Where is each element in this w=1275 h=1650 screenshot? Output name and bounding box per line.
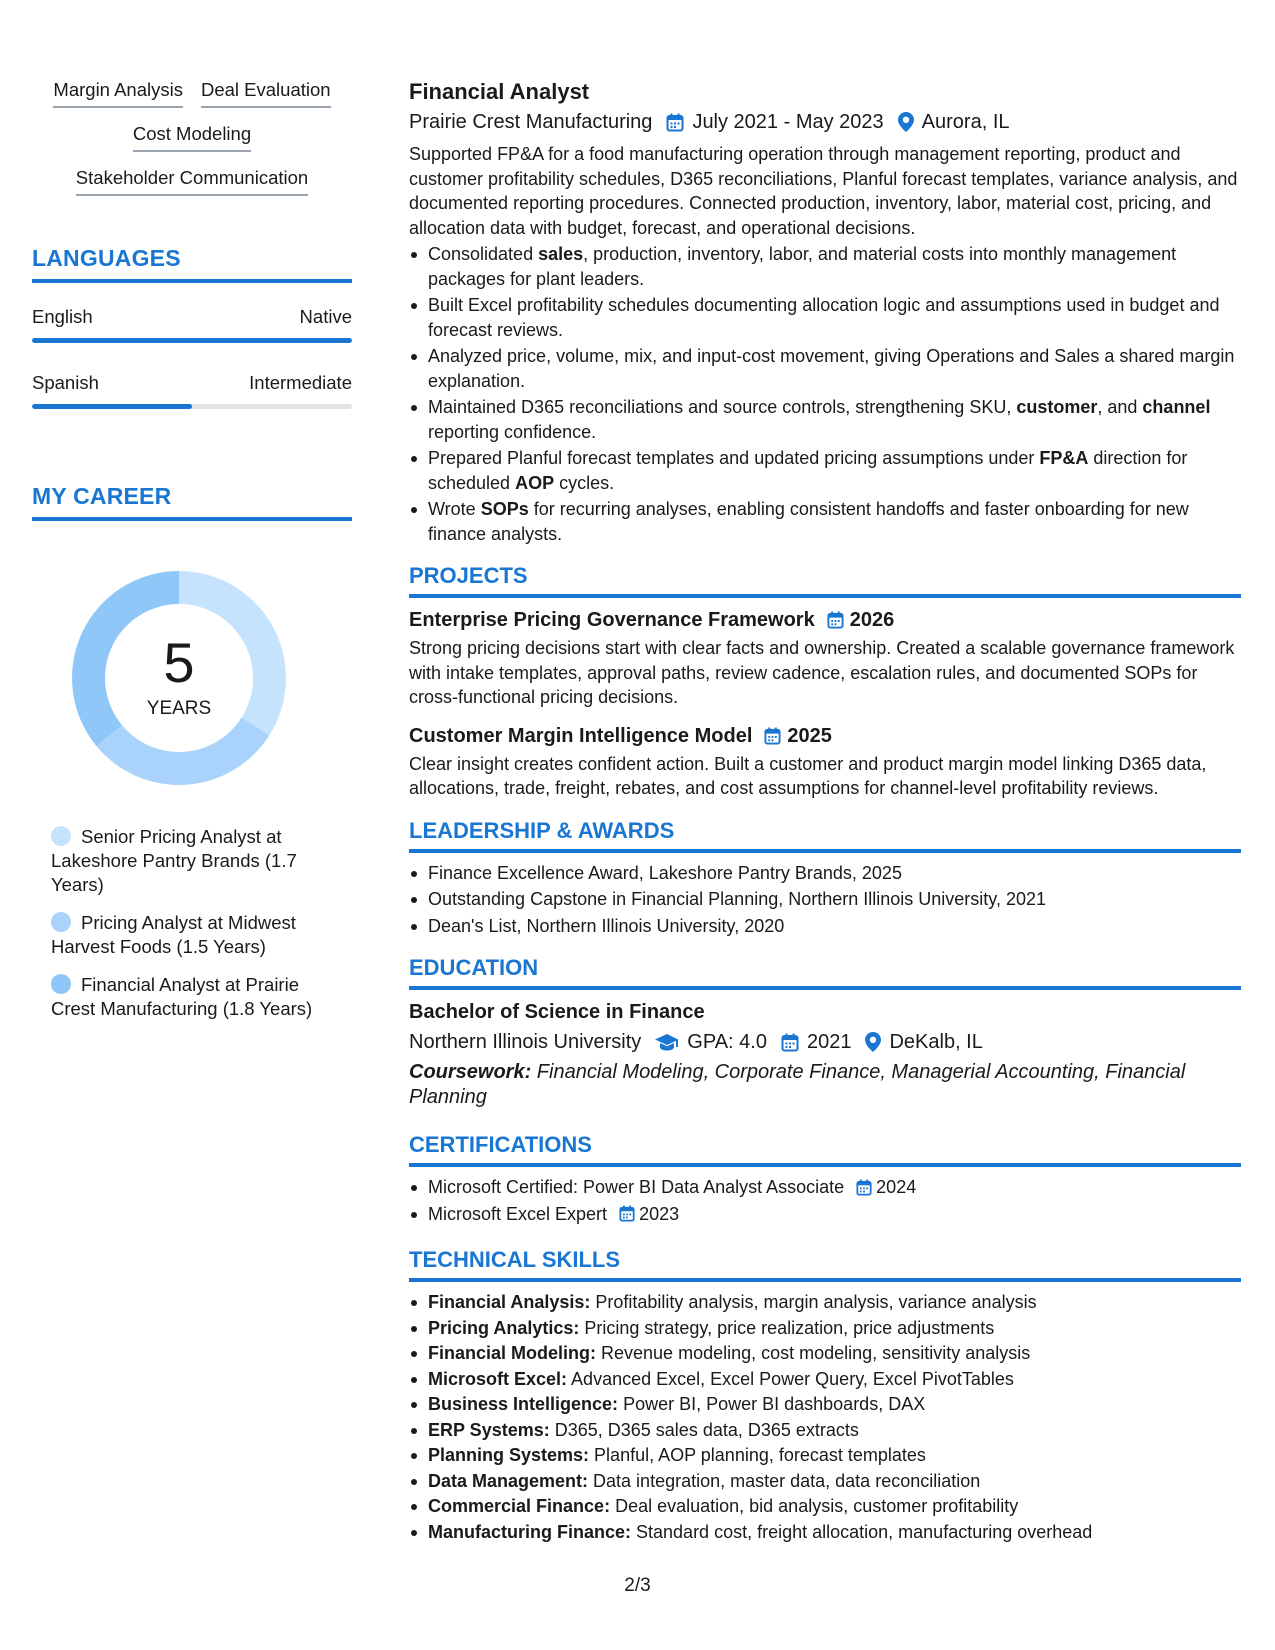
skill-tag: Cost Modeling bbox=[133, 122, 251, 152]
language-bar bbox=[32, 338, 352, 343]
certification-name: Microsoft Excel Expert bbox=[428, 1203, 608, 1224]
career-total-unit: YEARS bbox=[146, 698, 212, 719]
section-divider bbox=[32, 279, 352, 283]
degree-title: Bachelor of Science in Finance bbox=[409, 1001, 705, 1023]
list-item: Finance Excellence Award, Lakeshore Pantry Brands, 2025 bbox=[409, 861, 1241, 886]
skill-tag: Stakeholder Communication bbox=[76, 166, 308, 196]
graduation-cap-icon bbox=[655, 1033, 679, 1051]
career-donut-chart bbox=[64, 563, 294, 793]
donut-segment-2 bbox=[97, 718, 270, 785]
awards-list bbox=[409, 861, 1241, 939]
job-title: Financial Analyst bbox=[409, 79, 590, 104]
graduation-year: 2021 bbox=[806, 1031, 852, 1053]
section-title: EDUCATION bbox=[409, 955, 539, 980]
language-level: Intermediate bbox=[249, 372, 352, 393]
calendar-icon bbox=[619, 1205, 635, 1222]
calendar-icon bbox=[781, 1033, 799, 1052]
list-item: ERP Systems: D365, D365 sales data, D365 extracts bbox=[409, 1418, 1241, 1443]
section-divider bbox=[32, 517, 352, 521]
calendar-icon bbox=[856, 1179, 872, 1196]
career-title: MY CAREER bbox=[32, 483, 172, 509]
section-title: LEADERSHIP & AWARDS bbox=[409, 817, 675, 843]
list-item bbox=[409, 1202, 1241, 1227]
school-name: Northern Illinois University bbox=[409, 1031, 642, 1053]
technical-skills-section bbox=[409, 1246, 1241, 1544]
list-item: Data Management: Data integration, master data, data reconciliation bbox=[409, 1469, 1241, 1494]
list-item: Dean's List, Northern Illinois University, 2020 bbox=[409, 914, 1241, 939]
location-pin-icon bbox=[865, 1032, 881, 1052]
list-item: Business Intelligence: Power BI, Power BI dashboards, DAX bbox=[409, 1392, 1241, 1417]
education-section bbox=[409, 954, 1241, 1109]
section-title: TECHNICAL SKILLS bbox=[409, 1247, 621, 1272]
list-item: Commercial Finance: Deal evaluation, bid analysis, customer profitability bbox=[409, 1494, 1241, 1519]
coursework-label: Coursework: bbox=[409, 1061, 532, 1083]
location-pin-icon bbox=[898, 112, 914, 132]
list-item: Analyzed price, volume, mix, and input-cost movement, giving Operations and Sales a shared margin explanation. bbox=[409, 344, 1241, 393]
sidebar bbox=[32, 78, 352, 1035]
project-name: Enterprise Pricing Governance Framework bbox=[409, 609, 815, 631]
section-title: CERTIFICATIONS bbox=[409, 1132, 592, 1157]
legend-dot-icon bbox=[51, 826, 71, 846]
certifications-section bbox=[409, 1131, 1241, 1226]
language-bar bbox=[32, 404, 352, 409]
section-divider bbox=[409, 986, 1241, 990]
list-item: Wrote SOPs for recurring analyses, enabling consistent handoffs and faster onboarding for new finance analysts. bbox=[409, 497, 1241, 546]
calendar-icon bbox=[764, 727, 781, 745]
list-item bbox=[409, 1175, 1241, 1200]
certifications-list bbox=[409, 1175, 1241, 1226]
experience-entry bbox=[409, 78, 1241, 546]
legend-label: Financial Analyst at Prairie Crest Manufacturing (1.8 Years) bbox=[51, 974, 313, 1019]
project-item bbox=[409, 722, 1241, 801]
job-summary: Supported FP&A for a food manufacturing operation through management reporting, product and customer profitability schedules, D365 reconciliations, Planful forecast templates, variance analysis, and documented reporting procedures. Connected production, inventory, labor, material cost, pricing, and allocation data with budget, forecast, and operational decisions. bbox=[409, 144, 1238, 238]
list-item: Manufacturing Finance: Standard cost, freight allocation, manufacturing overhead bbox=[409, 1520, 1241, 1545]
gpa: GPA: 4.0 bbox=[687, 1031, 767, 1053]
legend-dot-icon bbox=[51, 912, 71, 932]
languages-title: LANGUAGES bbox=[32, 245, 181, 271]
legend-dot-icon bbox=[51, 974, 71, 994]
projects-section bbox=[409, 562, 1241, 801]
certification-year: 2024 bbox=[876, 1177, 917, 1197]
list-item: Outstanding Capstone in Financial Planning, Northern Illinois University, 2021 bbox=[409, 887, 1241, 912]
main-content bbox=[409, 78, 1241, 1545]
language-name: English bbox=[32, 306, 93, 327]
section-divider bbox=[409, 1163, 1241, 1167]
list-item: Pricing Analytics: Pricing strategy, price realization, price adjustments bbox=[409, 1316, 1241, 1341]
legend-label: Pricing Analyst at Midwest Harvest Foods (1.5 Years) bbox=[51, 912, 296, 957]
language-item bbox=[32, 305, 352, 343]
skill-tags bbox=[32, 78, 352, 196]
project-description: Clear insight creates confident action. Built a customer and product margin model linking D365 data, allocations, trade, freight, rebates, and cost assumptions for channel-level profitability reviews. bbox=[409, 753, 1207, 798]
education-meta bbox=[409, 1028, 1241, 1056]
legend-label: Senior Pricing Analyst at Lakeshore Pantry Brands (1.7 Years) bbox=[51, 826, 297, 895]
certification-name: Microsoft Certified: Power BI Data Analyst Associate bbox=[428, 1177, 845, 1197]
calendar-icon bbox=[827, 611, 844, 629]
section-divider bbox=[409, 594, 1241, 598]
language-item bbox=[32, 371, 352, 409]
languages-section bbox=[32, 243, 352, 409]
career-section bbox=[32, 481, 352, 1021]
section-divider bbox=[409, 849, 1241, 853]
job-meta bbox=[409, 108, 1241, 136]
coursework bbox=[409, 1060, 1241, 1109]
section-divider bbox=[409, 1278, 1241, 1282]
language-level: Native bbox=[299, 306, 352, 327]
career-total-number: 5 bbox=[163, 631, 195, 694]
list-item: Microsoft Excel: Advanced Excel, Excel Power Query, Excel PivotTables bbox=[409, 1367, 1241, 1392]
language-bar-fill bbox=[32, 404, 192, 409]
project-year: 2025 bbox=[787, 724, 832, 747]
skill-tag: Deal Evaluation bbox=[201, 78, 331, 108]
skills-list bbox=[409, 1290, 1241, 1544]
legend-item bbox=[51, 911, 322, 959]
page-number: 2/3 bbox=[624, 1575, 651, 1596]
legend-item bbox=[51, 825, 322, 897]
list-item: Consolidated sales, production, inventory, labor, and material costs into monthly management packages for plant leaders. bbox=[409, 242, 1241, 291]
project-description: Strong pricing decisions start with clear facts and ownership. Created a scalable governance framework with intake templates, approval paths, review cadence, escalation rules, and documented SOPs for cross-functional pricing decisions. bbox=[409, 638, 1235, 707]
job-bullets bbox=[409, 242, 1241, 546]
career-legend bbox=[32, 825, 322, 1021]
list-item: Planning Systems: Planful, AOP planning, forecast templates bbox=[409, 1443, 1241, 1468]
project-item bbox=[409, 606, 1241, 710]
section-title: PROJECTS bbox=[409, 563, 528, 588]
certification-year: 2023 bbox=[639, 1203, 680, 1224]
list-item: Financial Analysis: Profitability analysis, margin analysis, variance analysis bbox=[409, 1290, 1241, 1315]
skill-tag: Margin Analysis bbox=[53, 78, 183, 108]
legend-item bbox=[51, 973, 322, 1021]
list-item: Maintained D365 reconciliations and source controls, strengthening SKU, customer, and channel reporting confidence. bbox=[409, 395, 1241, 444]
list-item: Built Excel profitability schedules documenting allocation logic and assumptions used in budget and forecast reviews. bbox=[409, 293, 1241, 342]
list-item: Financial Modeling: Revenue modeling, cost modeling, sensitivity analysis bbox=[409, 1341, 1241, 1366]
project-year: 2026 bbox=[849, 609, 895, 631]
project-name: Customer Margin Intelligence Model bbox=[409, 724, 753, 747]
job-dates: July 2021 - May 2023 bbox=[692, 111, 884, 133]
school-location: DeKalb, IL bbox=[889, 1031, 983, 1053]
language-name: Spanish bbox=[32, 372, 99, 393]
list-item: Prepared Planful forecast templates and updated pricing assumptions under FP&A direction for scheduled AOP cycles. bbox=[409, 446, 1241, 495]
language-bar-fill bbox=[32, 338, 352, 343]
calendar-icon bbox=[666, 113, 684, 132]
leadership-section bbox=[409, 817, 1241, 939]
coursework-list: Financial Modeling, Corporate Finance, Managerial Accounting, Financial Planning bbox=[409, 1061, 1186, 1108]
company-name: Prairie Crest Manufacturing bbox=[409, 111, 653, 133]
job-location: Aurora, IL bbox=[921, 111, 1010, 133]
